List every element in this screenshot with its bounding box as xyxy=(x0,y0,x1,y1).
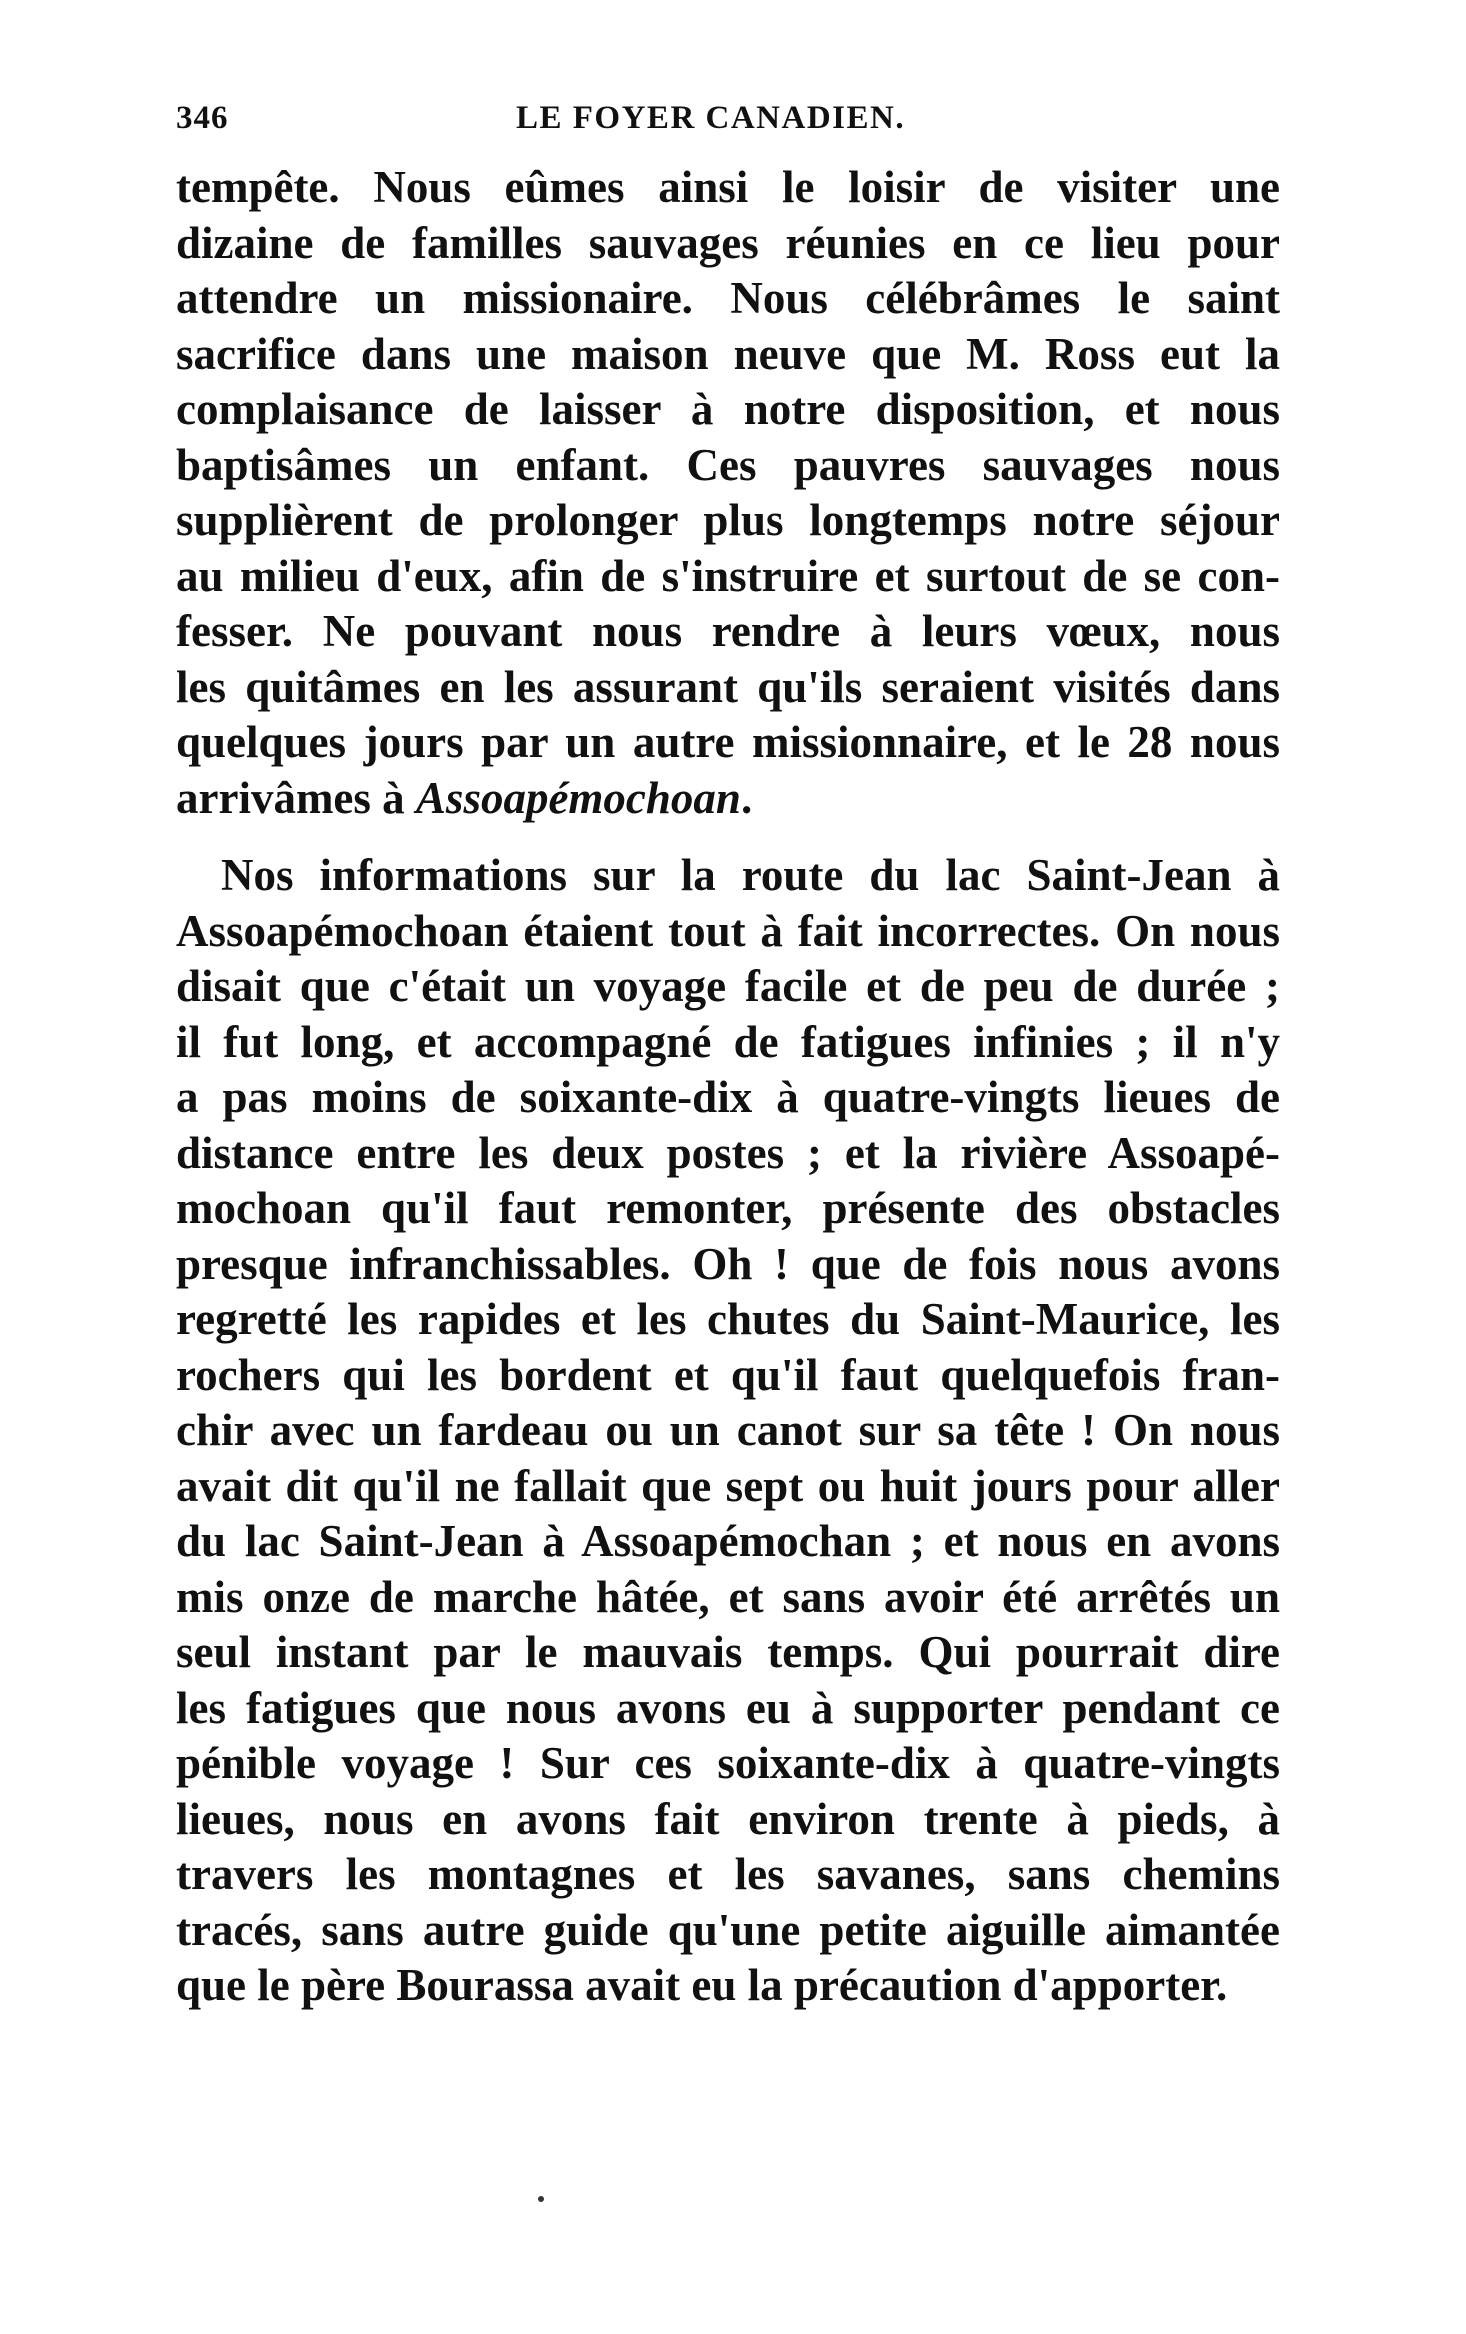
text-line: disait que c'était un voyage facile et de peu de durée ; xyxy=(176,961,1280,1011)
text-line-last xyxy=(176,771,1280,827)
running-title: LE FOYER CANADIEN. xyxy=(516,100,906,136)
text-line-first: Nos informations sur la route du lac Saint-Jean à xyxy=(221,850,1280,900)
text-line: avait dit qu'il ne fallait que sept ou huit jours pour aller xyxy=(176,1460,1280,1511)
text-line-last: que le père Bourassa avait eu la précaution d'apporter. xyxy=(176,1960,1228,2010)
text-line: regretté les rapides et les chutes du Saint-Maurice, les xyxy=(176,1294,1280,1344)
page-number: 346 xyxy=(176,100,229,136)
text-line: travers les montagnes et les savanes, sans chemins xyxy=(176,1849,1280,1899)
text-line: pénible voyage ! Sur ces soixante-dix à quatre-vingts xyxy=(176,1738,1280,1788)
text-line: mochoan qu'il faut remonter, présente des obstacles xyxy=(176,1183,1280,1233)
text-line: chir avec un fardeau ou un canot sur sa tête ! On nous xyxy=(176,1405,1280,1455)
book-page xyxy=(176,100,1280,2014)
text-line: a pas moins de soixante-dix à quatre-vingts lieues de xyxy=(176,1072,1280,1122)
line-text: arrivâmes à xyxy=(176,772,416,823)
text-line: sacrifice dans une maison neuve que M. Ross eut la xyxy=(176,328,1280,379)
paragraph-1 xyxy=(176,160,1280,826)
text-line: baptisâmes un enfant. Ces pauvres sauvages nous xyxy=(176,439,1280,490)
text-line: distance entre les deux postes ; et la rivière Assoapé- xyxy=(176,1127,1280,1178)
text-line: attendre un missionaire. Nous célébrâmes le saint xyxy=(176,273,1280,323)
text-line: mis onze de marche hâtée, et sans avoir été arrêtés un xyxy=(176,1571,1280,1622)
text-line: dizaine de familles sauvages réunies en ce lieu pour xyxy=(176,217,1280,268)
text-line: tempête. Nous eûmes ainsi le loisir de visiter une xyxy=(176,162,1280,212)
text-line: complaisance de laisser à notre disposition, et nous xyxy=(176,384,1280,434)
text-line: Assoapémochoan étaient tout à fait incorrectes. On nous xyxy=(176,905,1280,956)
text-line: presque infranchissables. Oh ! que de fois nous avons xyxy=(176,1238,1280,1289)
text-line: fesser. Ne pouvant nous rendre à leurs vœux, nous xyxy=(176,606,1280,656)
text-line: il fut long, et accompagné de fatigues infinies ; il n'y xyxy=(176,1016,1280,1067)
text-line: rochers qui les bordent et qu'il faut quelquefois fran- xyxy=(176,1349,1280,1400)
print-dot xyxy=(538,2196,544,2202)
running-head xyxy=(176,100,1280,160)
text-line: les quitâmes en les assurant qu'ils seraient visités dans xyxy=(176,661,1280,712)
line-punctuation: . xyxy=(740,772,753,823)
paragraph-gap xyxy=(176,826,1280,848)
text-line: supplièrent de prolonger plus longtemps notre séjour xyxy=(176,495,1280,545)
text-line: au milieu d'eux, afin de s'instruire et surtout de se con- xyxy=(176,550,1280,601)
paragraph-2 xyxy=(176,848,1280,2014)
text-line: quelques jours par un autre missionnaire, et le 28 nous xyxy=(176,717,1280,767)
text-line: du lac Saint-Jean à Assoapémochan ; et nous en avons xyxy=(176,1516,1280,1566)
text-line: les fatigues que nous avons eu à supporter pendant ce xyxy=(176,1682,1280,1733)
text-line: seul instant par le mauvais temps. Qui pourrait dire xyxy=(176,1627,1280,1677)
text-line: tracés, sans autre guide qu'une petite aiguille aimantée xyxy=(176,1904,1280,1955)
text-line: lieues, nous en avons fait environ trente à pieds, à xyxy=(176,1793,1280,1844)
place-name: Assoapémochoan xyxy=(415,772,741,823)
